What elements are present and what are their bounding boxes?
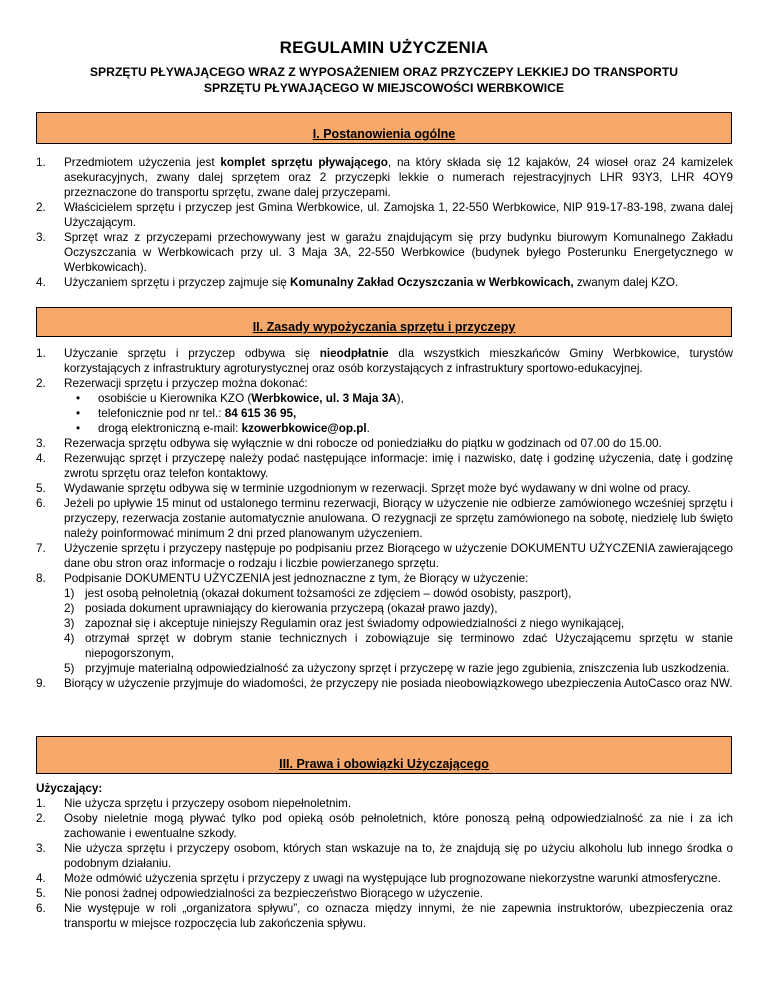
list-item xyxy=(36,230,733,275)
item-text: Nie użycza sprzętu i przyczepy osobom, których stan wskazuje na to, że znajdują się po użyciu alkoholu lub innego środka o podobnym działaniu. xyxy=(64,842,733,870)
section-heading-bar xyxy=(36,736,732,774)
item-text: Nie występuje w roli „organizatora spływu”, co oznacza między innymi, że nie zapewnia instruktorów, ubezpieczenia oraz transportu w miejsce rozpoczęcia lub zakończenia spływu. xyxy=(64,902,733,930)
item-text: Użyczenie sprzętu i przyczepy następuje po podpisaniu przez Biorącego w użyczenie DOKUMENTU UŻYCZENIA zawierającego dane obu stron oraz informacje o rodzaju i liczbie powierzanego sprzętu. xyxy=(64,542,733,570)
item-text: Jeżeli po upływie 15 minut od ustalonego terminu rezerwacji, Biorący w użyczenie nie odbierze zamówionego wcześniej sprzętu i przyczepy, rezerwacja zostanie automatycznie anulowana. O rezygnacji ze sprzętu zamówionego na sobotę, niedzielę lub święto należy poinformować minimum 2 dni przed planowanym użyczeniem. xyxy=(64,497,733,540)
item-number: 6. xyxy=(36,497,46,510)
section-heading-bar xyxy=(36,307,732,337)
item-text: telefonicznie pod nr tel.: xyxy=(98,407,225,420)
item-text: Wydawanie sprzętu odbywa się w terminie uzgodnionym w rezerwacji. Sprzęt może być wydawany w dni wolne od pracy. xyxy=(64,482,691,495)
list-item xyxy=(36,155,733,200)
list-item xyxy=(36,496,733,541)
document-subtitle: SPRZĘTU PŁYWAJĄCEGO WRAZ Z WYPOSAŻENIEM ORAZ PRZYCZEPY LEKKIEJ DO TRANSPORTU SPRZĘTU PŁYWAJĄCEGO W MIEJSCOWOŚCI WERBKOWICE xyxy=(89,65,679,95)
list-item xyxy=(36,571,733,676)
item-number: 1. xyxy=(36,797,46,810)
item-text: Osoby nieletnie mogą pływać tylko pod opieką osób pełnoletnich, które ponoszą pełną odpowiedzialność za nie i za ich zachowanie i ewentualne szkody. xyxy=(64,812,733,840)
item-text: Może odmówić użyczenia sprzętu i przyczepy z uwagi na występujące lub prognozowane niekorzystne warunki atmosferyczne. xyxy=(64,872,721,885)
item-text: , na który składa się 12 kajaków, 24 wioseł oraz 24 kamizelek asekuracyjnych, zwany dalej sprzętem oraz 2 przyczepki lekkie o numerach rejestracyjnych LHR 93Y3, LHR 4OY9 przeznaczone do transportu sprzętu, zwane dalej przyczepami. xyxy=(64,156,733,199)
item-text: Podpisanie DOKUMENTU UŻYCZENIA jest jednoznaczne z tym, że Biorący w użyczenie: xyxy=(64,572,529,585)
item-text: Właścicielem sprzętu i przyczep jest Gmina Werbkowice, ul. Zamojska 1, 22-550 Werbkowice, NIP 919-17-83-198, zwana dalej Użyczającym. xyxy=(64,201,733,229)
item-number: 1. xyxy=(36,347,46,360)
item-text: Użyczaniem sprzętu i przyczep zajmuje się xyxy=(64,276,291,289)
item-number: 4. xyxy=(36,276,46,289)
item-text: zapoznał się i akceptuje niniejszy Regulamin oraz jest świadomy odpowiedzialności z niego wynikającej, xyxy=(85,617,625,630)
section-3-list xyxy=(36,796,733,931)
item-text: otrzymał sprzęt w dobrym stanie technicznych i zobowiązuje się terminowo zdać Użyczającemu sprzętu w stanie niepogorszonym, xyxy=(85,632,733,660)
item-bold-text: komplet sprzętu pływającego xyxy=(220,156,388,169)
item-number: 2. xyxy=(36,201,46,214)
list-item xyxy=(36,451,733,481)
list-item xyxy=(36,541,733,571)
list-item xyxy=(36,275,733,290)
item-text: Rezerwując sprzęt i przyczepę należy podać następujące informacje: imię i nazwisko, datę i godzinę użyczenia, datę i godzinę zwrotu sprzętu oraz telefon kontaktowy. xyxy=(64,452,733,480)
item-text: Biorący w użyczenie przyjmuje do wiadomości, że przyczepy nie posiada nieobowiązkowego ubezpieczenia AutoCasco oraz NW. xyxy=(64,677,733,690)
item-text: dla wszystkich mieszkańców Gminy Werbkowice, turystów korzystających z infrastruktury agroturystycznej oraz osób korzystających z infrastruktury sportowo-edukacyjnej. xyxy=(64,347,733,375)
section-heading-bar xyxy=(36,112,732,144)
section-heading: II. Zasady wypożyczania sprzętu i przyczepy xyxy=(252,320,516,334)
bullet-item xyxy=(64,406,733,421)
list-item xyxy=(36,200,733,230)
item-number: 2. xyxy=(36,377,46,390)
item-bold-text: nieodpłatnie xyxy=(319,347,389,360)
sub-list-item xyxy=(64,601,733,616)
item-text: drogą elektroniczną e-mail: xyxy=(98,422,242,435)
item-bold-text: Komunalny Zakład Oczyszczania w Werbkowicach, xyxy=(290,276,574,289)
document-title: REGULAMIN UŻYCZENIA xyxy=(279,38,489,57)
list-item xyxy=(36,376,733,436)
list-item xyxy=(36,481,733,496)
item-number: 4. xyxy=(36,872,46,885)
list-item xyxy=(36,436,733,451)
item-number: 3) xyxy=(64,617,75,630)
item-number: 5) xyxy=(64,662,75,675)
item-number: 3. xyxy=(36,231,46,244)
item-number: 2) xyxy=(64,602,75,615)
list-item xyxy=(36,811,733,841)
item-number: 1. xyxy=(36,156,46,169)
item-text: Użyczanie sprzętu i przyczep odbywa się xyxy=(64,347,320,360)
section-1-list xyxy=(36,155,733,290)
item-text: Sprzęt wraz z przyczepami przechowywany jest w garażu znajdującym się przy budynku biurowym Komunalnego Zakładu Oczyszczania w Werbkowicach przy ul. 3 Maja 3A, 22-550 Werbkowice (budynek byłego Posterunku Energetycznego w Werbkowicach). xyxy=(64,231,733,274)
bullet-item xyxy=(64,391,733,406)
list-item xyxy=(36,871,733,886)
item-text: Rezerwacja sprzętu odbywa się wyłącznie w dni robocze od poniedziałku do piątku w godzinach od 07.00 do 15.00. xyxy=(64,437,662,450)
item-number: 1) xyxy=(64,587,75,600)
item-number: 8. xyxy=(36,572,46,585)
item-number: 4. xyxy=(36,452,46,465)
item-bold-text: Werbkowice, ul. 3 Maja 3A xyxy=(251,392,397,405)
item-number: 6. xyxy=(36,902,46,915)
item-number: 5. xyxy=(36,887,46,900)
sub-list-item xyxy=(64,616,733,631)
item-text: osobiście u Kierownika KZO ( xyxy=(98,392,252,405)
section-2-list xyxy=(36,346,733,691)
item-text: Przedmiotem użyczenia jest xyxy=(64,156,221,169)
email-address: kzowerbkowice@op.pl xyxy=(241,422,367,435)
item-text: jest osobą pełnoletnią (okazał dokument tożsamości ze zdjęciem – dowód osobisty, paszport), xyxy=(85,587,572,600)
bullet-item xyxy=(64,421,733,436)
bullet-list xyxy=(64,391,733,436)
list-item xyxy=(36,901,733,931)
section-heading: I. Postanowienia ogólne xyxy=(312,127,456,141)
list-item xyxy=(36,796,733,811)
sub-list-item xyxy=(64,661,733,676)
item-number: 2. xyxy=(36,812,46,825)
item-bold-text: 84 615 36 95, xyxy=(224,407,297,420)
item-number: 4) xyxy=(64,632,75,645)
item-text: . xyxy=(366,422,370,435)
list-item xyxy=(36,886,733,901)
item-text: przyjmuje materialną odpowiedzialność za użyczony sprzęt i przyczepę w razie jego zgubienia, zniszczenia lub uszkodzenia. xyxy=(85,662,730,675)
section-subheading: Użyczający: xyxy=(36,782,103,795)
item-text: zwanym dalej KZO. xyxy=(573,276,679,289)
item-number: 9. xyxy=(36,677,46,690)
item-number: 3. xyxy=(36,437,46,450)
list-item xyxy=(36,346,733,376)
item-text: Nie ponosi żadnej odpowiedzialności za bezpieczeństwo Biorącego w użyczenie. xyxy=(64,887,484,900)
item-number: 5. xyxy=(36,482,46,495)
item-text: Rezerwacji sprzętu i przyczep można dokonać: xyxy=(64,377,308,390)
item-text: Nie użycza sprzętu i przyczepy osobom niepełnoletnim. xyxy=(64,797,352,810)
item-text: posiada dokument uprawniający do kierowania przyczepą (okazał prawo jazdy), xyxy=(85,602,498,615)
item-text: ), xyxy=(396,392,404,405)
item-number: 7. xyxy=(36,542,46,555)
section-heading: III. Prawa i obowiązki Użyczającego xyxy=(279,757,489,771)
item-number: 3. xyxy=(36,842,46,855)
sub-list-item xyxy=(64,631,733,661)
sub-list-item xyxy=(64,586,733,601)
list-item xyxy=(36,676,733,691)
sub-list xyxy=(64,586,733,676)
list-item xyxy=(36,841,733,871)
